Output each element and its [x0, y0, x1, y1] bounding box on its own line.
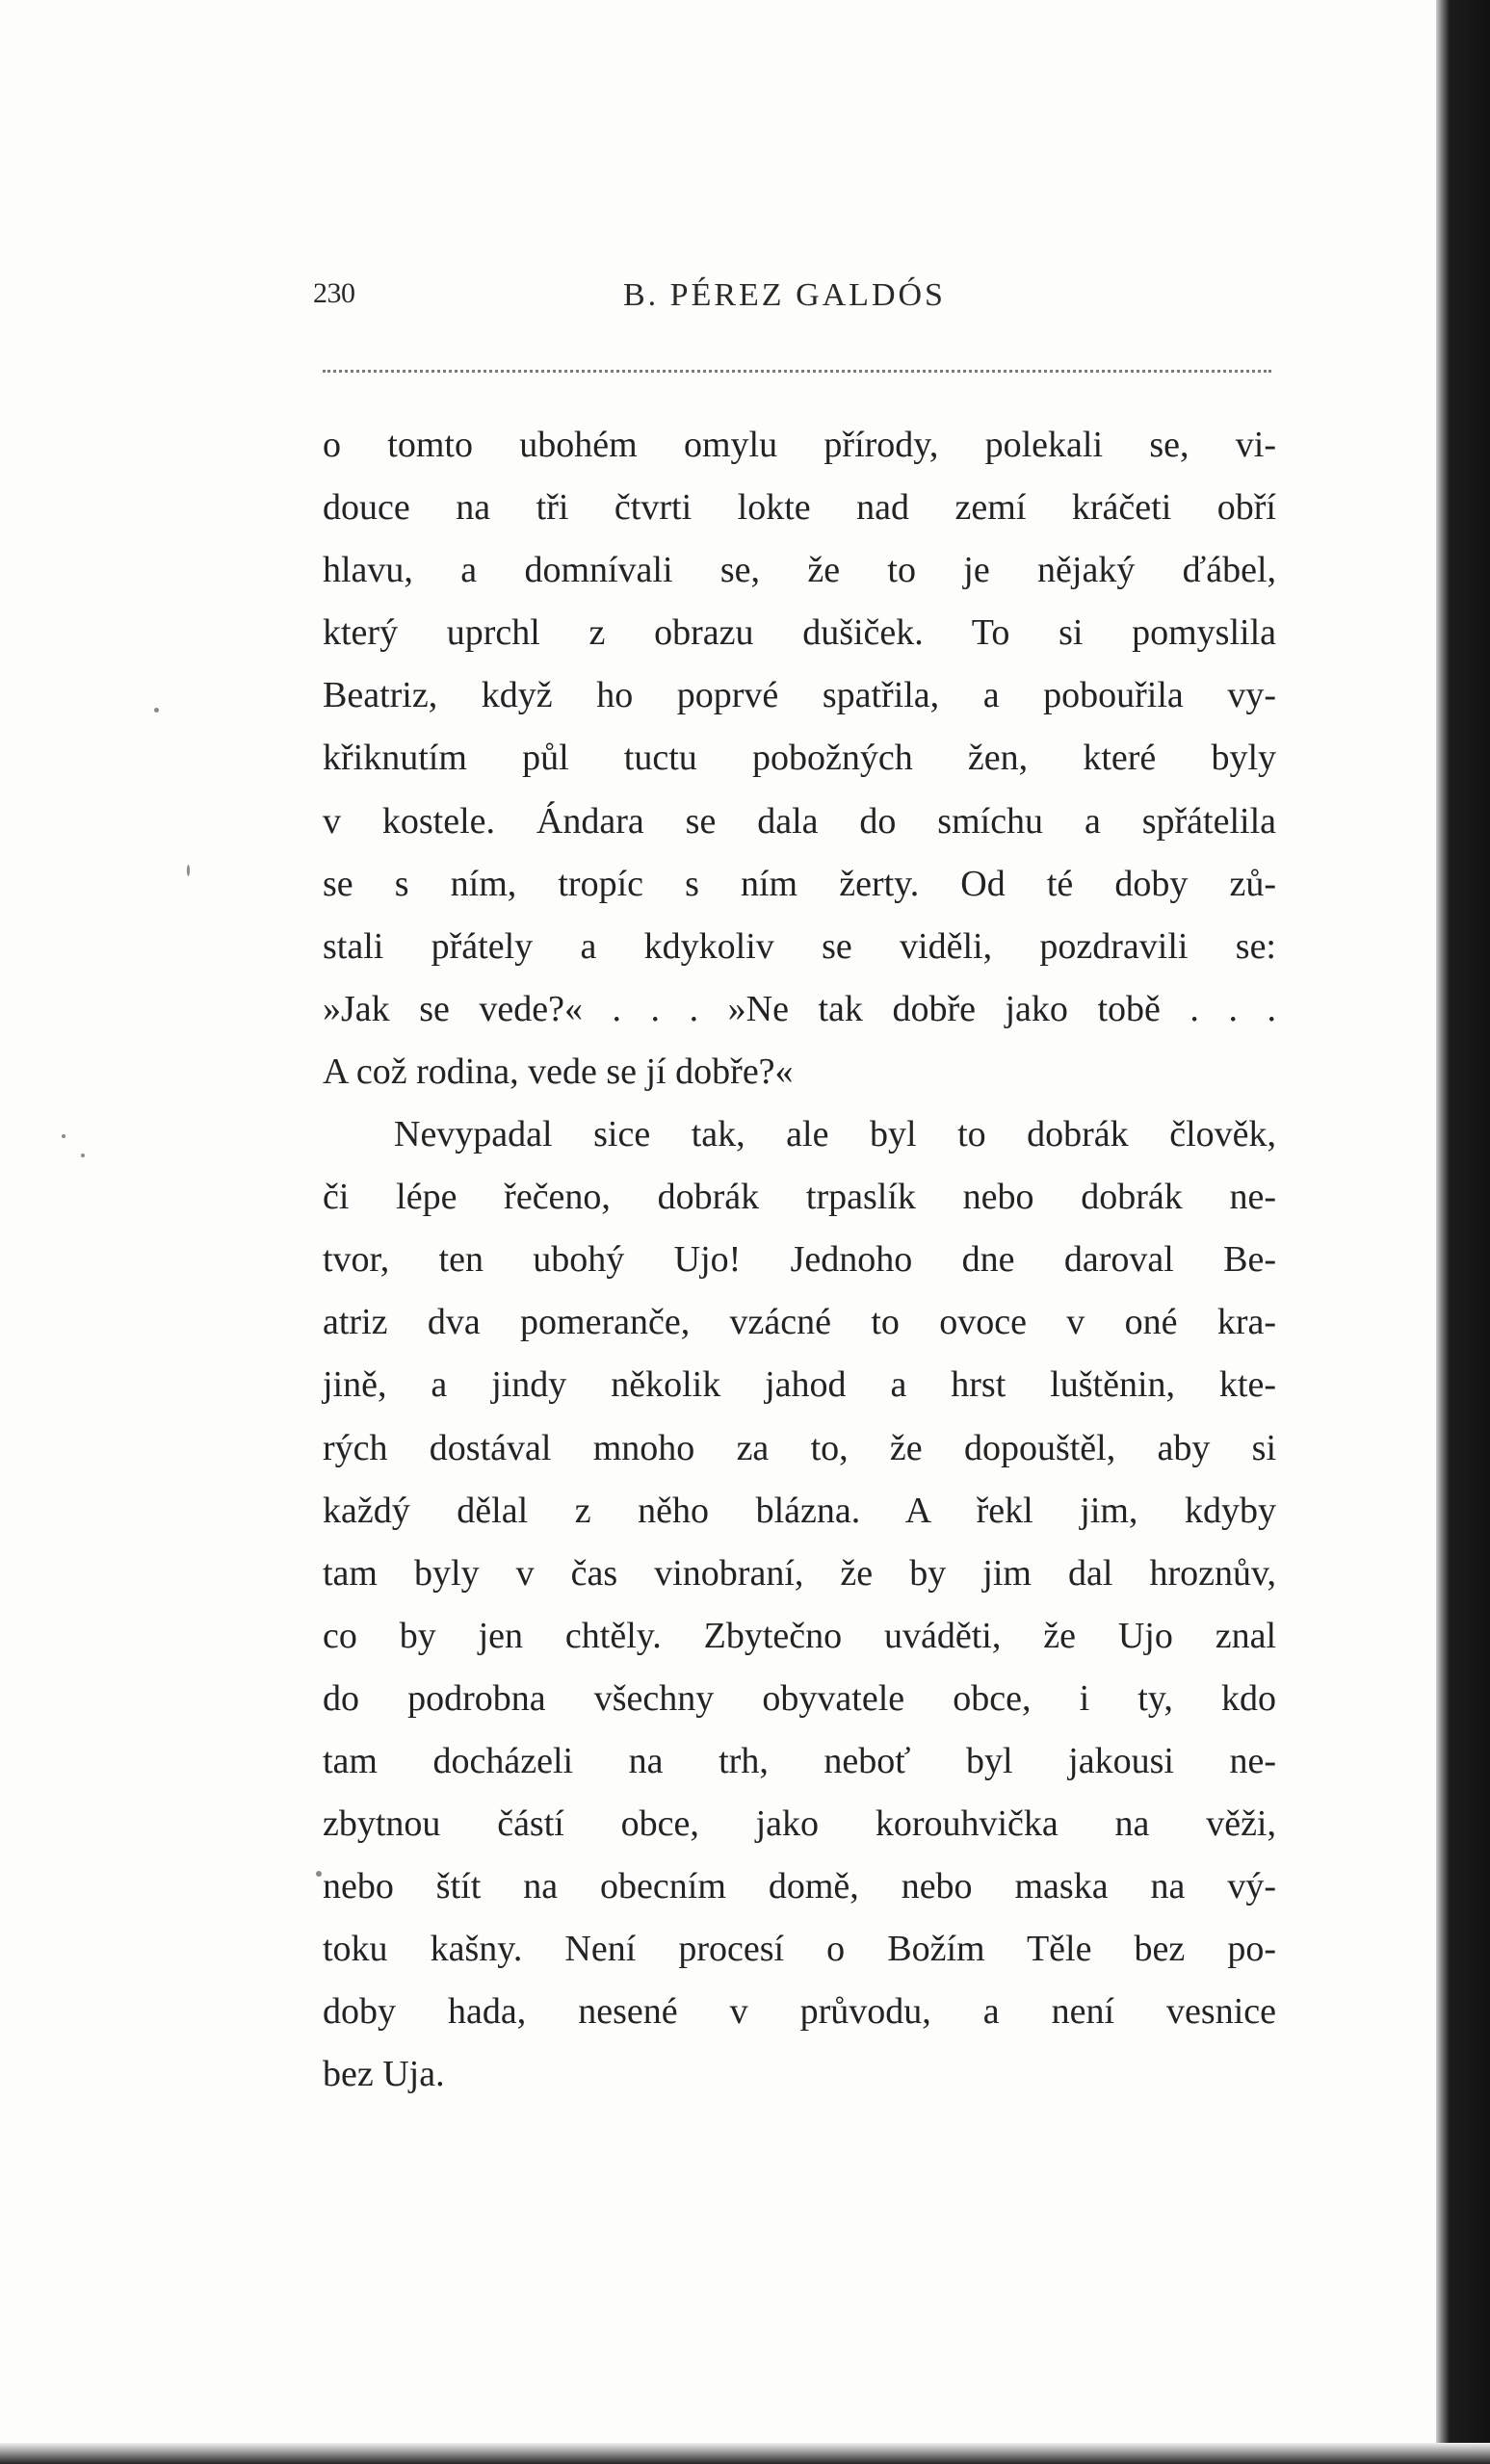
page-number: 230: [313, 277, 355, 309]
text-line: toku kašny. Není procesí o Božím Těle bez po-: [323, 1929, 1276, 1970]
text-line: se s ním, tropíc s ním žerty. Od té doby zů-: [323, 863, 1276, 904]
text-line: křiknutím půl tuctu pobožných žen, které byly: [323, 738, 1276, 779]
page-binding-edge: [1436, 0, 1490, 2464]
scan-speck: [154, 708, 159, 713]
running-head: [313, 277, 1276, 324]
paragraph-2: [323, 1103, 1276, 2107]
text-line: tam byly v čas vinobraní, že by jim dal hroznův,: [323, 1552, 1276, 1594]
text-line: stali přátely a kdykoliv se viděli, pozdravili se:: [323, 925, 1276, 967]
paragraph-1: [323, 414, 1276, 1103]
text-line: bez Uja.: [323, 2054, 445, 2095]
text-line: tam docházeli na trh, neboť byl jakousi ne-: [323, 1740, 1276, 1781]
scan-speck: [62, 1134, 65, 1138]
text-line: rých dostával mnoho za to, že dopouštěl, aby si: [323, 1427, 1276, 1468]
text-line: Nevypadal sice tak, ale byl to dobrák člověk,: [394, 1114, 1276, 1155]
text-line: či lépe řečeno, dobrák trpaslík nebo dobrák ne-: [323, 1177, 1276, 1218]
text-line: »Jak se vede?« . . . »Ne tak dobře jako tobě . . .: [323, 988, 1276, 1029]
text-line: do podrobna všechny obyvatele obce, i ty, kdo: [323, 1677, 1276, 1719]
header-dotted-rule: [323, 370, 1271, 373]
text-line: tvor, ten ubohý Ujo! Jednoho dne daroval Be-: [323, 1239, 1276, 1281]
running-head-author: B. PÉREZ GALDÓS: [623, 277, 946, 313]
scan-speck: [316, 1871, 322, 1877]
text-line: o tomto ubohém omylu přírody, polekali se, vi-: [323, 425, 1276, 465]
text-line: doby hada, nesené v průvodu, a není vesnice: [323, 1991, 1276, 2033]
text-line: douce na tři čtvrti lokte nad zemí kráčeti obří: [323, 487, 1276, 529]
scan-speck: [187, 865, 190, 876]
text-line: který uprchl z obrazu dušiček. To si pomyslila: [323, 612, 1276, 654]
body-text: [323, 414, 1276, 2107]
text-line: nebo štít na obecním domě, nebo maska na vý-: [323, 1866, 1276, 1907]
text-line: co by jen chtěly. Zbytečno uváděti, že Ujo znal: [323, 1615, 1276, 1656]
text-line: v kostele. Ándara se dala do smíchu a spřátelila: [323, 800, 1276, 842]
text-line: hlavu, a domnívali se, že to je nějaký ďábel,: [323, 550, 1276, 591]
text-line: atriz dva pomeranče, vzácné to ovoce v oné kra-: [323, 1302, 1276, 1343]
scan-speck: [81, 1154, 85, 1157]
page-bottom-edge: [0, 2443, 1490, 2464]
text-line: A což rodina, vede se jí dobře?«: [323, 1050, 794, 1092]
text-line: jině, a jindy několik jahod a hrst luštěnin, kte-: [323, 1364, 1276, 1406]
text-line: každý dělal z něho blázna. A řekl jim, kdyby: [323, 1490, 1276, 1531]
text-line: Beatriz, když ho poprvé spatřila, a pobouřila vy-: [323, 675, 1276, 716]
text-line: zbytnou částí obce, jako korouhvička na věži,: [323, 1803, 1276, 1845]
